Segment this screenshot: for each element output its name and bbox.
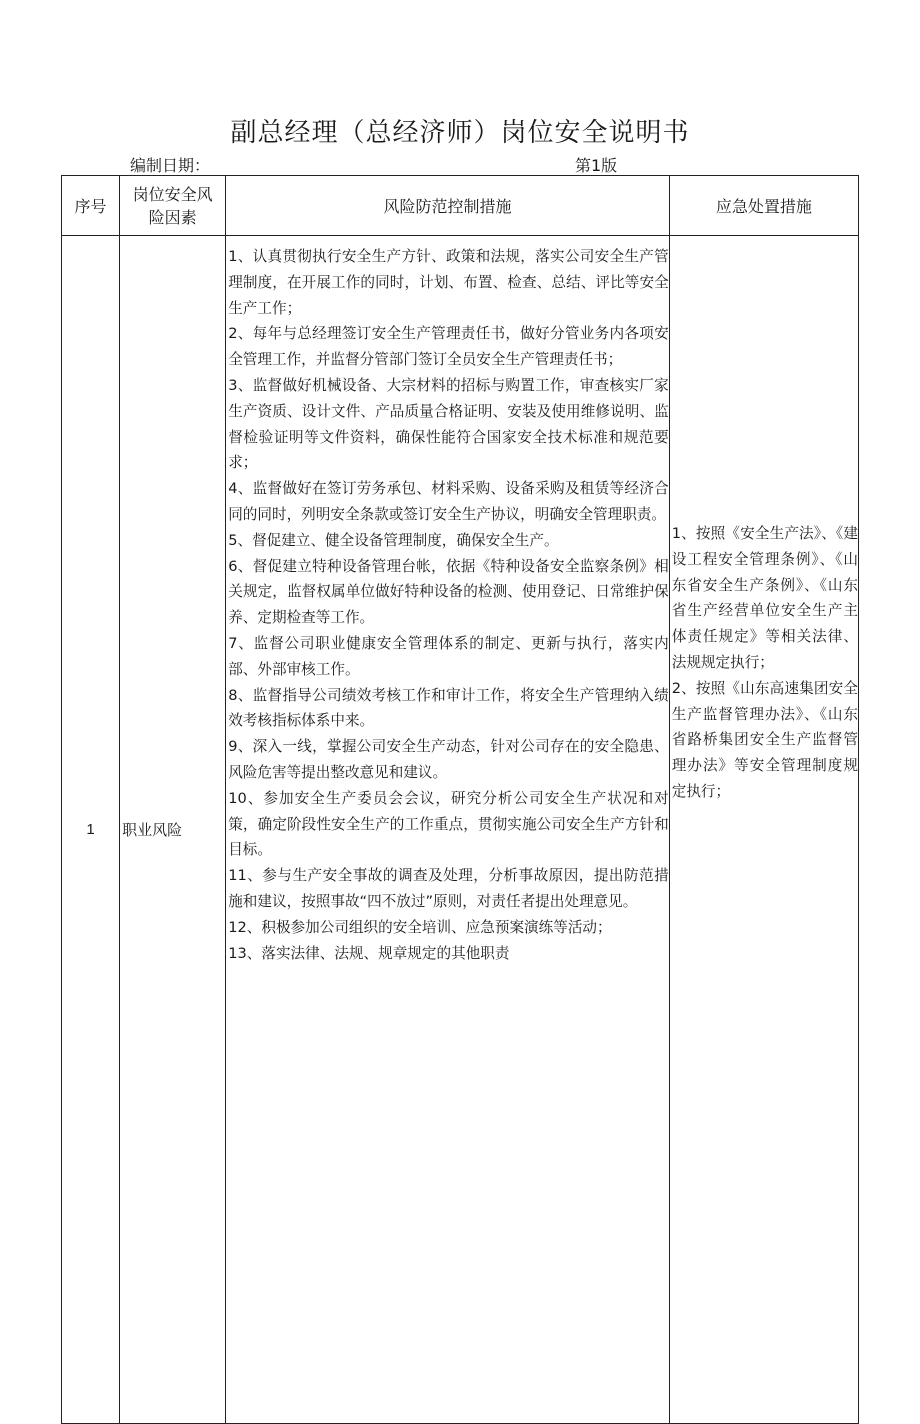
header-risk-factor-line1: 岗位安全风: [132, 184, 213, 204]
measure-item: 12、积极参加公司组织的安全培训、应急预案演练等活动；: [228, 918, 612, 936]
document-title: 副总经理（总经济师）岗位安全说明书: [230, 118, 690, 148]
row-number: 1: [62, 236, 120, 1424]
measure-item: 11、参与生产安全事故的调查及处理，分析事故原因，提出防范措施和建议，按照事故“四不放过”原则，对责任者提出处理意见。: [228, 867, 669, 910]
header-risk-factor: [120, 176, 226, 236]
measure-item: 6、督促建立特种设备管理台帐，依据《特种设备安全监察条例》相关规定，监督权属单位做好特种设备的检测、使用登记、日常维护保养、定期检查等工作。: [228, 557, 669, 627]
row-measures: [226, 236, 670, 1424]
measure-item: 8、监督指导公司绩效考核工作和审计工作，将安全生产管理纳入绩效考核指标体系中来。: [228, 686, 669, 730]
measure-item: 13、落实法律、法规、规章规定的其他职责: [228, 944, 510, 962]
header-risk-factor-line2: 险因素: [148, 207, 197, 227]
table-row: [62, 236, 859, 1424]
table-header-row: [62, 176, 859, 236]
measure-item: 4、监督做好在签订劳务承包、材料采购、设备采购及租赁等经济合同的同时，列明安全条款或签订安全生产协议，明确安全管理职责。: [228, 480, 669, 523]
compile-date-label: 编制日期：: [130, 156, 211, 175]
measure-item: 7、监督公司职业健康安全管理体系的制定、更新与执行，落实内部、外部审核工作。: [228, 634, 669, 678]
measure-item: 9、深入一线，掌握公司安全生产动态，针对公司存在的安全隐患、风险危害等提出整改意见和建议。: [228, 738, 669, 781]
emergency-item: 2、按照《山东高速集团安全生产监督管理办法》、《山东省路桥集团安全生产监督管理办法》等安全管理制度规定执行；: [671, 679, 858, 800]
header-measures: 风险防范控制措施: [226, 176, 670, 236]
measure-item: 3、监督做好机械设备、大宗材料的招标与购置工作，审查核实厂家生产资质、设计文件、产品质量合格证明、安装及使用维修说明、监督检验证明等文件资料，确保性能符合国家安全技术标准和规范要求；: [228, 376, 669, 472]
measure-item: 10、参加安全生产委员会会议，研究分析公司安全生产状况和对策，确定阶段性安全生产的工作重点，贯彻实施公司安全生产方针和目标。: [228, 789, 669, 859]
measure-item: 2、每年与总经理签订安全生产管理责任书，做好分管业务内各项安全管理工作，并监督分管部门签订全员安全生产管理责任书；: [228, 325, 669, 369]
emergency-item: 1、按照《安全生产法》、《建设工程安全管理条例》、《山东省安全生产条例》、《山东省生产经营单位安全生产主体责任规定》等相关法律、法规规定执行；: [671, 525, 858, 671]
measure-item: 1、认真贯彻执行安全生产方针、政策和法规，落实公司安全生产管理制度，在开展工作的同时，计划、布置、检查、总结、评比等安全生产工作；: [228, 248, 669, 317]
safety-table: [61, 175, 859, 1424]
header-no: 序号: [62, 176, 120, 236]
measure-item: 5、督促建立、健全设备管理制度，确保安全生产。: [228, 531, 559, 549]
row-risk-factor: 职业风险: [120, 236, 226, 1424]
version-label: 第1版: [575, 156, 618, 175]
header-emergency: 应急处置措施: [669, 176, 858, 236]
row-emergency: [669, 236, 858, 1424]
